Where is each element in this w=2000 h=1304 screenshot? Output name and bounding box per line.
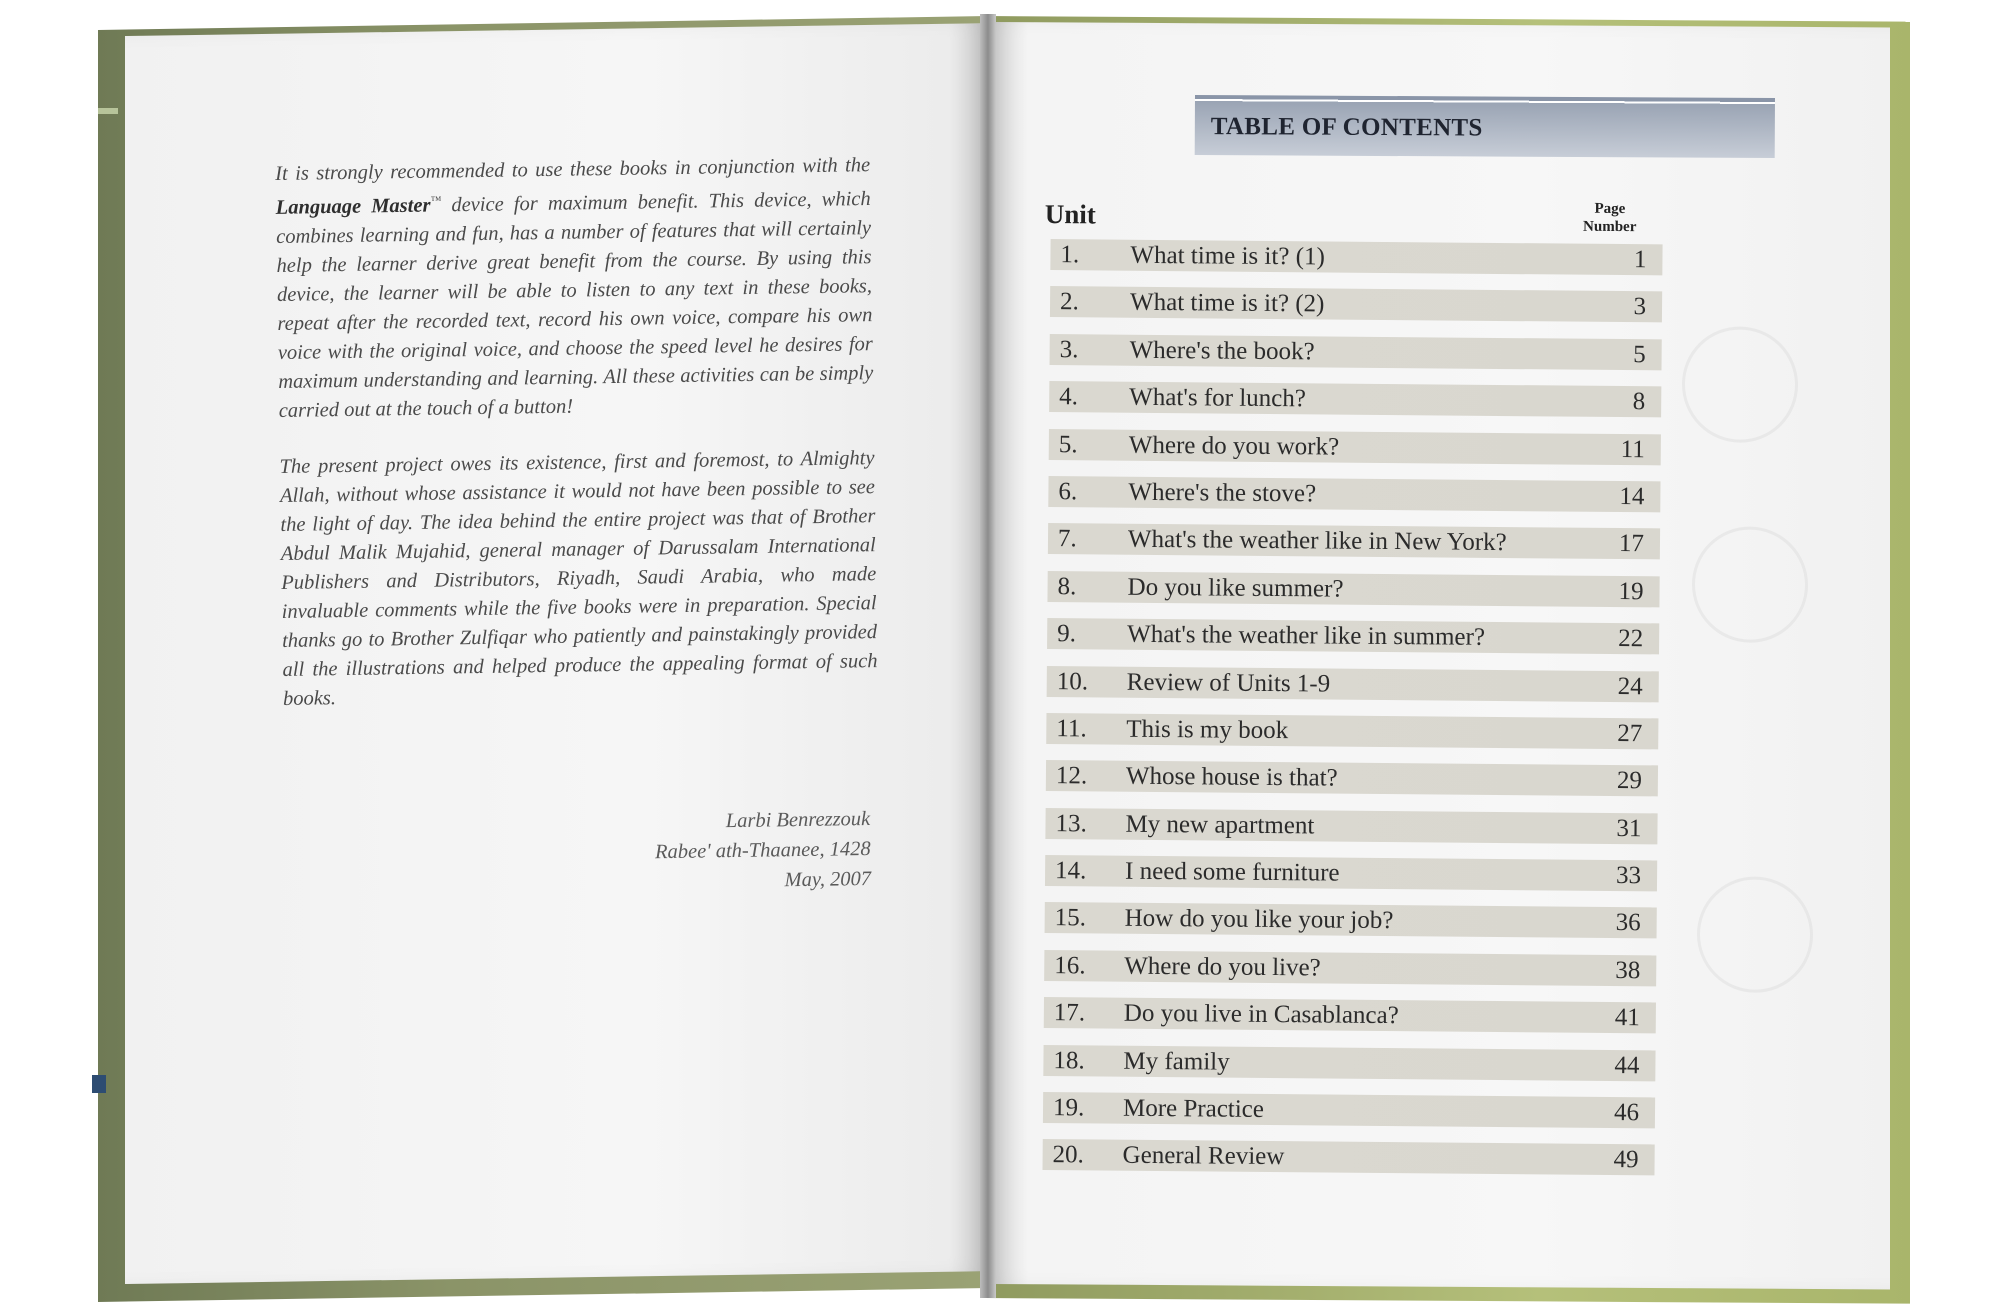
unit-page: 36: [1615, 909, 1641, 937]
unit-title: What time is it? (2): [1129, 289, 1325, 318]
toc-row: [1048, 523, 1660, 559]
unit-title: Where do you live?: [1124, 952, 1321, 982]
unit-number: 10.: [1056, 667, 1089, 695]
unit-page: 3: [1633, 293, 1647, 321]
unit-number: 9.: [1057, 620, 1077, 648]
toc-row: [1050, 286, 1662, 322]
toc-row: [1043, 1045, 1655, 1081]
unit-title: Review of Units 1-9: [1126, 668, 1331, 698]
unit-number: 1.: [1060, 241, 1080, 269]
unit-title: What's for lunch?: [1129, 383, 1307, 413]
unit-page: 24: [1617, 672, 1643, 700]
unit-page: 14: [1619, 482, 1645, 511]
toc-row: [1050, 334, 1662, 370]
unit-number: 18.: [1053, 1046, 1085, 1075]
toc-row: [1045, 902, 1657, 938]
toc-row: [1044, 997, 1656, 1033]
signature-block: [600, 804, 871, 898]
toc-row: [1049, 429, 1661, 465]
toc-row: [1046, 713, 1658, 749]
language-master-name: Language Master: [275, 194, 431, 219]
unit-title: Where do you work?: [1128, 431, 1340, 461]
unit-title: What's the weather like in summer?: [1127, 620, 1486, 651]
unit-title: Whose house is that?: [1125, 763, 1338, 792]
unit-number: 20.: [1052, 1141, 1084, 1169]
unit-number: 5.: [1058, 430, 1078, 458]
preface-text-span: device for maximum benefit. This device, which combines learning and fun, has a number of features that will certainly help the learner derive great benefit from the course. By using this device, the learner will be able to listen to any text in these books, repeat after the recorded text, record his own voice, compare his own voice with the original voice, and choose the speed level he desires for maximum understanding and learning. All these activities can be simply carried out at the touch of a button!: [275, 187, 874, 422]
unit-page: 5: [1633, 340, 1646, 369]
unit-page: 49: [1613, 1146, 1639, 1174]
unit-title: Do you live in Casablanca?: [1123, 999, 1399, 1030]
preface-paragraph-1: [275, 151, 874, 426]
author-name: Larbi Benrezzouk: [725, 807, 871, 833]
toc-row: [1050, 239, 1662, 275]
preface-paragraph-2: The present project owes its existence, first and foremost, to Almighty Allah, without whose assistance it would not have been possible to see the light of day. The idea behind the entire project was that of Brother Abdul Malik Mujahid, general manager of Darussalam International Publishers and Distributors, Riyadh, Saudi Arabia, who made invaluable comments while the five books were in preparation. Special thanks go to Brother Zulfiqar who patiently and painstakingly provided all the illustrations and helped produce the appealing format of such books.: [279, 446, 878, 710]
unit-page: 31: [1616, 814, 1642, 842]
faint-circle-decoration: [1682, 326, 1798, 443]
unit-title: What time is it? (1): [1130, 241, 1325, 271]
unit-title: Where's the stove?: [1128, 478, 1317, 508]
unit-page: 22: [1618, 625, 1644, 653]
unit-page: 33: [1615, 862, 1642, 890]
unit-title: How do you like your job?: [1124, 905, 1394, 935]
toc-row: [1045, 855, 1657, 891]
toc-header-band: [1195, 95, 1775, 158]
preface-text-span: It is strongly recommended to use these books in conjunction with the: [275, 154, 871, 185]
unit-number: 19.: [1052, 1094, 1085, 1122]
unit-title: General Review: [1122, 1142, 1285, 1171]
unit-title: My family: [1123, 1047, 1230, 1076]
preface-text: [275, 151, 879, 741]
toc-row: [1047, 571, 1659, 607]
unit-title: My new apartment: [1125, 810, 1315, 840]
unit-title: Do you like summer?: [1127, 573, 1344, 603]
unit-page: 44: [1614, 1051, 1640, 1079]
unit-number: 16.: [1054, 951, 1086, 980]
unit-page: 1: [1633, 246, 1647, 274]
unit-number: 4.: [1059, 383, 1079, 411]
gregorian-date: May, 2007: [784, 867, 872, 892]
cover-blue-mark: [92, 1075, 106, 1093]
page-number-column-header: [1575, 200, 1645, 237]
toc-row: [1042, 1139, 1654, 1175]
faint-circle-decoration: [1697, 876, 1813, 993]
toc-row: [1044, 950, 1656, 986]
unit-page: 27: [1617, 719, 1643, 748]
page-header-line2: Number: [1583, 218, 1637, 236]
unit-page: 38: [1615, 956, 1641, 985]
unit-page: 41: [1614, 1004, 1640, 1032]
toc-row: [1047, 666, 1659, 702]
unit-title: This is my book: [1126, 715, 1289, 745]
toc-list: [1042, 239, 1662, 1192]
unit-number: 12.: [1055, 762, 1088, 790]
unit-page: 8: [1632, 388, 1646, 416]
unit-page: 19: [1618, 577, 1644, 605]
unit-page: 17: [1618, 530, 1645, 558]
book-gutter: [980, 14, 996, 1298]
toc-row: [1043, 1092, 1655, 1128]
unit-number: 2.: [1059, 288, 1079, 316]
toc-title: TABLE OF CONTENTS: [1210, 113, 1483, 142]
unit-page: 11: [1620, 435, 1645, 463]
toc-row: [1045, 808, 1657, 844]
unit-page: 29: [1616, 767, 1643, 795]
unit-number: 8.: [1057, 572, 1077, 601]
unit-number: 14.: [1054, 857, 1087, 885]
toc-row: [1047, 618, 1659, 654]
toc-row: [1048, 476, 1660, 512]
unit-column-header: Unit: [1044, 198, 1096, 230]
unit-number: 17.: [1053, 999, 1086, 1027]
unit-number: 15.: [1054, 904, 1087, 932]
unit-title: What's the weather like in New York?: [1127, 526, 1507, 557]
unit-number: 7.: [1057, 525, 1077, 553]
trademark-symbol: ™: [430, 194, 442, 207]
unit-title: Where's the book?: [1129, 336, 1315, 366]
toc-row: [1049, 381, 1661, 417]
page-header-line1: Page: [1594, 200, 1626, 218]
unit-number: 11.: [1056, 715, 1087, 743]
unit-page: 46: [1613, 1099, 1640, 1127]
unit-number: 6.: [1058, 478, 1078, 506]
unit-title: I need some furniture: [1124, 857, 1340, 887]
cover-stripe: [98, 108, 118, 114]
hijri-date: Rabee' ath-Thaanee, 1428: [654, 837, 871, 864]
toc-row: [1046, 760, 1658, 796]
unit-number: 13.: [1055, 809, 1087, 838]
unit-title: More Practice: [1122, 1094, 1265, 1123]
unit-number: 3.: [1059, 335, 1079, 364]
faint-circle-decoration: [1692, 526, 1808, 643]
